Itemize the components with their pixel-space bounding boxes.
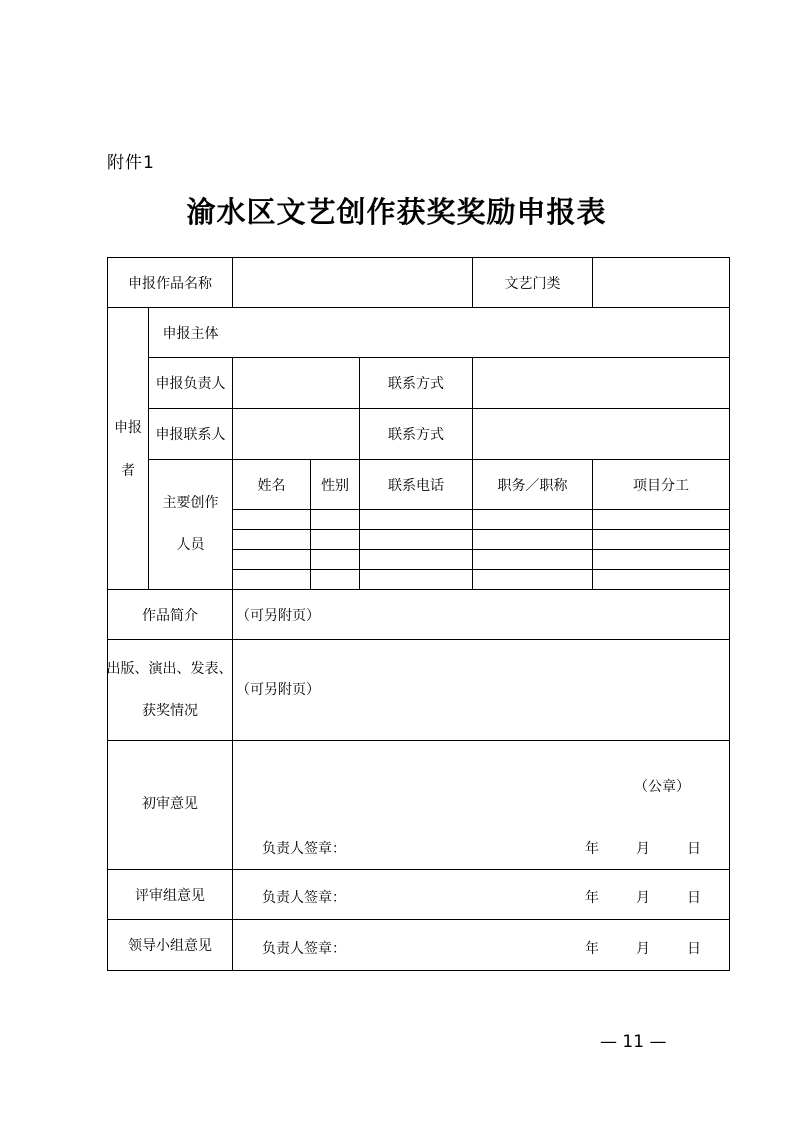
creator-row[interactable] [233, 510, 729, 529]
category-field[interactable] [593, 258, 729, 307]
contact-person-field[interactable] [233, 409, 359, 459]
creator-row[interactable] [233, 530, 729, 549]
table-border-right [729, 257, 730, 971]
publication-field[interactable]: （可另附页） [236, 682, 320, 698]
applicant-group-label-1: 申报 [114, 420, 142, 436]
creator-row[interactable] [233, 570, 729, 589]
page-number: — 11 — [600, 1032, 667, 1052]
intro-field[interactable]: （可另附页） [236, 607, 320, 624]
signature-label: 负责人签章： [262, 941, 346, 957]
date-day: 日 [687, 941, 701, 957]
date-year: 年 [585, 890, 599, 906]
seal-note: （公章） [634, 779, 690, 795]
column-header: 职务／职称 [497, 477, 568, 494]
date-year: 年 [585, 841, 599, 857]
date-month: 月 [636, 890, 650, 906]
responsible-label: 申报负责人 [155, 376, 226, 392]
contact-method-label: 联系方式 [388, 376, 444, 392]
creators-label-1: 主要创作 [162, 495, 219, 511]
table-line [107, 639, 730, 640]
creators-label-2: 人员 [176, 537, 205, 553]
leadership-label: 领导小组意见 [128, 938, 212, 954]
signature-label: 负责人签章： [262, 841, 346, 857]
intro-label: 作品简介 [142, 607, 198, 624]
contact-person-label: 申报联系人 [155, 427, 226, 443]
preliminary-label: 初审意见 [142, 796, 198, 812]
applicant-group-label-2: 者 [121, 463, 135, 479]
attachment-label: 附件1 [107, 153, 155, 173]
date-year: 年 [585, 941, 599, 957]
responsible-contact-field[interactable] [473, 358, 729, 408]
contact-person-contact-field[interactable] [473, 409, 729, 459]
publication-label-1: 出版、演出、发表、 [106, 661, 233, 677]
signature-label: 负责人签章： [262, 890, 346, 906]
publication-label-2: 获奖情况 [142, 703, 198, 719]
date-month: 月 [636, 841, 650, 857]
responsible-field[interactable] [233, 358, 359, 408]
subject-label: 申报主体 [162, 325, 219, 342]
date-day: 日 [687, 890, 701, 906]
contact-method-label: 联系方式 [388, 427, 444, 443]
date-month: 月 [636, 941, 650, 957]
creator-row[interactable] [233, 550, 729, 569]
review-group-label: 评审组意见 [135, 887, 205, 904]
work-name-field[interactable] [233, 258, 472, 307]
column-header: 联系电话 [388, 477, 444, 494]
category-label: 文艺门类 [504, 275, 561, 292]
page-title: 渝水区文艺创作获奖奖励申报表 [186, 195, 607, 229]
column-header: 性别 [321, 477, 349, 494]
table-border-bottom [107, 970, 730, 971]
work-name-label: 申报作品名称 [128, 275, 212, 292]
column-header: 姓名 [257, 477, 286, 494]
subject-field[interactable] [233, 308, 729, 357]
date-day: 日 [687, 841, 701, 857]
column-header: 项目分工 [633, 477, 689, 494]
